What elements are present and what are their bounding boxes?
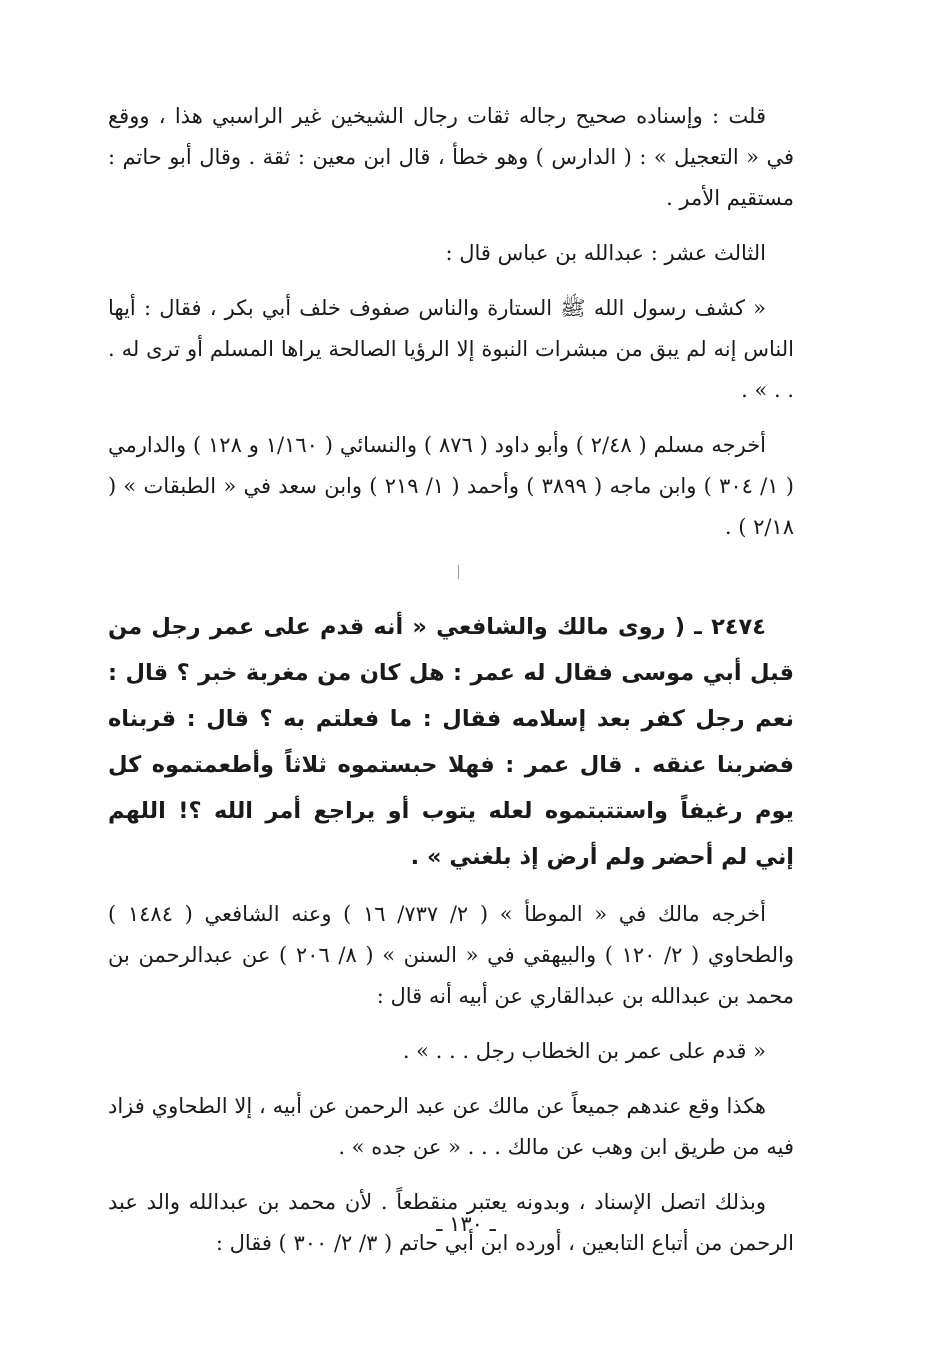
divider-mark xyxy=(458,565,459,579)
page-number: ـ ١٣٠ ـ xyxy=(436,1212,496,1236)
paragraph-thirteenth-heading: الثالث عشر : عبدالله بن عباس قال : xyxy=(445,241,766,265)
paragraph-narrator-note: قلت : وإسناده صحيح رجاله ثقات رجال الشيخين غير الراسبي هذا ، ووقع في « التعجيل » : ( الدارس ) وهو خطأ ، قال ابن معين : ثقة . وقال أبو حاتم : مستقيم الأمر . xyxy=(108,104,794,210)
page-body xyxy=(108,96,794,1264)
paragraph-isnad-note: وبذلك اتصل الإسناد ، وبدونه يعتبر منقطعاً . لأن محمد بن عبدالله والد عبد الرحمن من أتباع التابعين ، أورده ابن أبي حاتم ( ٣/ ٢/ ٣٠٠ ) فقال : xyxy=(108,1190,794,1255)
paragraph-hadith-2474: ٢٤٧٤ ـ ( روى مالك والشافعي « أنه قدم على عمر رجل من قبل أبي موسى فقال له عمر : هل كان من مغربة خبر ؟ قال : نعم رجل كفر بعد إسلامه فقال : ما فعلتم به ؟ قال : قربناه فضربنا عنقه . قال عمر : فهلا حبستموه ثلاثاً وأطعمتموه كل يوم رغيفاً واستتبتموه لعله يتوب أو يراجع أمر الله ؟! اللهم إني لم أحضر ولم أرض إذ بلغني » . xyxy=(108,614,794,870)
paragraph-hadith-quote: « كشف رسول الله ﷺ الستارة والناس صفوف خلف أبي بكر ، فقال : أيها الناس إنه لم يبق من مبشرات النبوة إلا الرؤيا الصالحة يراها المسلم أو ترى له . . . » . xyxy=(108,296,794,402)
paragraph-tahawi-note: هكذا وقع عندهم جميعاً عن مالك عن عبد الرحمن عن أبيه ، إلا الطحاوي فزاد فيه من طريق ابن وهب عن مالك . . . « عن جده » . xyxy=(108,1094,794,1159)
paragraph-takhrij-malik: أخرجه مالك في « الموطأ » ( ٢/ ٧٣٧/ ١٦ ) وعنه الشافعي ( ١٤٨٤ ) والطحاوي ( ٢/ ١٢٠ ) والبيهقي في « السنن » ( ٨/ ٢٠٦ ) عن عبدالرحمن بن محمد بن عبدالله بن عبدالقاري عن أبيه أنه قال : xyxy=(108,902,794,1008)
paragraph-takhrij-muslim: أخرجه مسلم ( ٢/٤٨ ) وأبو داود ( ٨٧٦ ) والنسائي ( ١/١٦٠ و ١٢٨ ) والدارمي ( ١/ ٣٠٤ ) وابن ماجه ( ٣٨٩٩ ) وأحمد ( ١/ ٢١٩ ) وابن سعد في « الطبقات » ( ٢/١٨ ) . xyxy=(108,433,794,539)
paragraph-short-quote: « قدم على عمر بن الخطاب رجل . . . » . xyxy=(402,1039,766,1063)
